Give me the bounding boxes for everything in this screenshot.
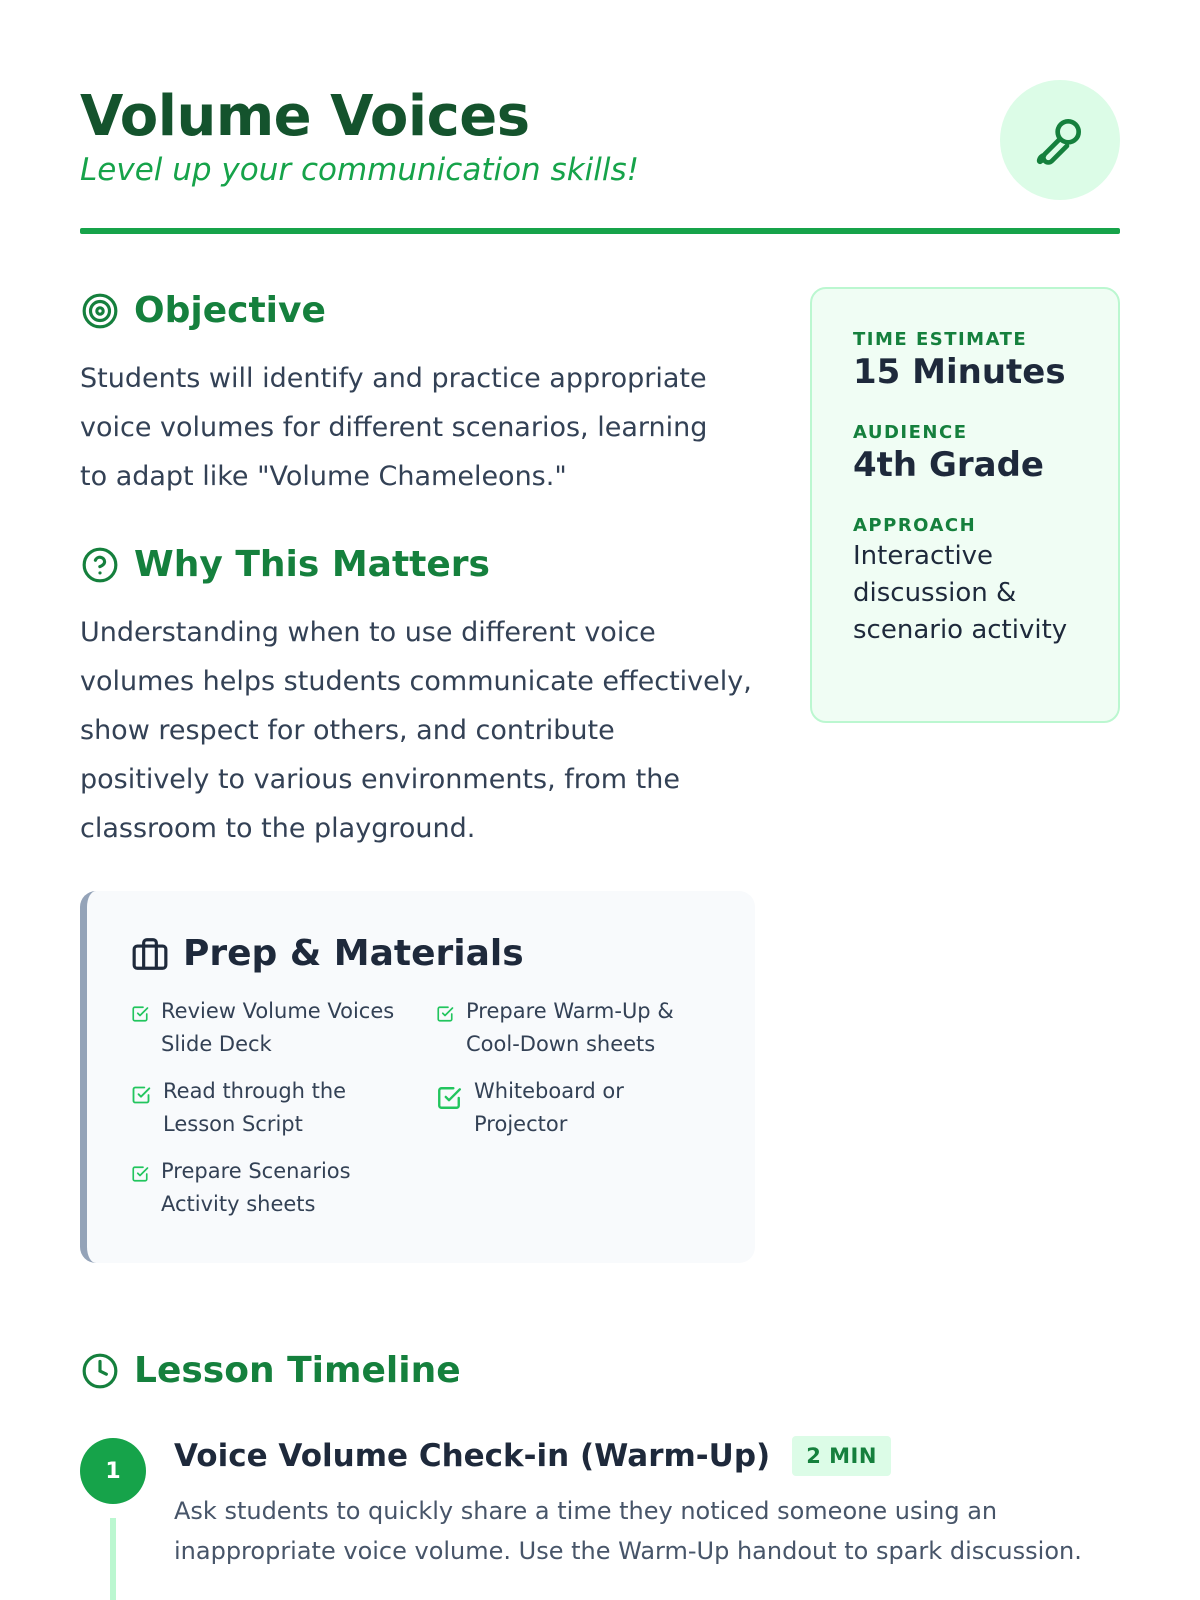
prep-item-text: Prepare Scenarios Activity sheets xyxy=(161,1159,351,1216)
timeline-step-description: Ask students to quickly share a time they noticed someone using an inappropriate voice volume. Use the Warm-Up handout to spark discussion. xyxy=(174,1497,1082,1565)
time-estimate xyxy=(853,329,1098,392)
prep-item-text: Whiteboard or Projector xyxy=(474,1079,624,1136)
microphone-badge xyxy=(1000,80,1120,200)
prep-heading xyxy=(131,933,524,974)
audience xyxy=(853,422,1098,485)
clock-icon xyxy=(80,1351,120,1391)
timeline-connector xyxy=(110,1518,116,1600)
checkbox-icon xyxy=(131,1165,149,1183)
prep-item-text: Review Volume Voices Slide Deck xyxy=(161,999,395,1056)
prep-item-text: Prepare Warm-Up & Cool-Down sheets xyxy=(466,999,674,1056)
lesson-info-card xyxy=(810,287,1120,723)
header-divider xyxy=(80,228,1120,234)
checkbox-icon xyxy=(436,1005,454,1023)
timeline-step-title: Voice Volume Check-in (Warm-Up) xyxy=(174,1438,771,1474)
objective-heading-label: Objective xyxy=(134,290,326,331)
question-circle-icon xyxy=(80,545,120,585)
objective-text: Students will identify and practice appropriate voice volumes for different scenarios, learning to adapt like "Volume Chameleons." xyxy=(80,363,708,492)
checkbox-icon xyxy=(436,1085,462,1111)
why-heading-label: Why This Matters xyxy=(134,544,490,585)
prep-heading-label: Prep & Materials xyxy=(183,933,524,974)
timeline-step-header xyxy=(174,1436,891,1476)
time-estimate-label: TIME ESTIMATE xyxy=(853,329,1028,350)
audience-label: AUDIENCE xyxy=(853,422,968,443)
why-text: Understanding when to use different voice volumes helps students communicate effectively, show respect for others, and contribute positively to various environments, from the classroom to the playground. xyxy=(80,617,752,844)
page-header xyxy=(80,80,1120,234)
page-subtitle: Level up your communication skills! xyxy=(80,152,640,188)
prep-materials-card xyxy=(80,891,755,1263)
prep-item xyxy=(131,1075,401,1141)
approach-value: Interactive discussion & scenario activity xyxy=(853,541,1068,645)
objective-heading xyxy=(80,290,326,331)
time-estimate-value: 15 Minutes xyxy=(853,352,1066,392)
timeline-step-number: 1 xyxy=(80,1438,146,1504)
prep-item xyxy=(131,1155,401,1221)
prep-item xyxy=(131,995,401,1061)
approach-label: APPROACH xyxy=(853,515,977,536)
lesson-page xyxy=(80,0,1120,1600)
microphone-icon xyxy=(1032,112,1088,168)
duration-badge: 2 MIN xyxy=(792,1436,891,1476)
checkbox-icon xyxy=(131,1005,149,1023)
target-icon xyxy=(80,291,120,331)
checkbox-icon xyxy=(131,1085,151,1105)
page-title: Volume Voices xyxy=(80,84,530,149)
briefcase-icon xyxy=(131,935,169,973)
prep-item-text: Read through the Lesson Script xyxy=(163,1079,347,1136)
timeline-heading-label: Lesson Timeline xyxy=(134,1350,461,1391)
prep-item xyxy=(436,995,706,1061)
timeline-heading xyxy=(80,1350,461,1391)
prep-item xyxy=(436,1075,706,1141)
approach xyxy=(853,515,1098,649)
audience-value: 4th Grade xyxy=(853,445,1044,485)
why-heading xyxy=(80,544,490,585)
